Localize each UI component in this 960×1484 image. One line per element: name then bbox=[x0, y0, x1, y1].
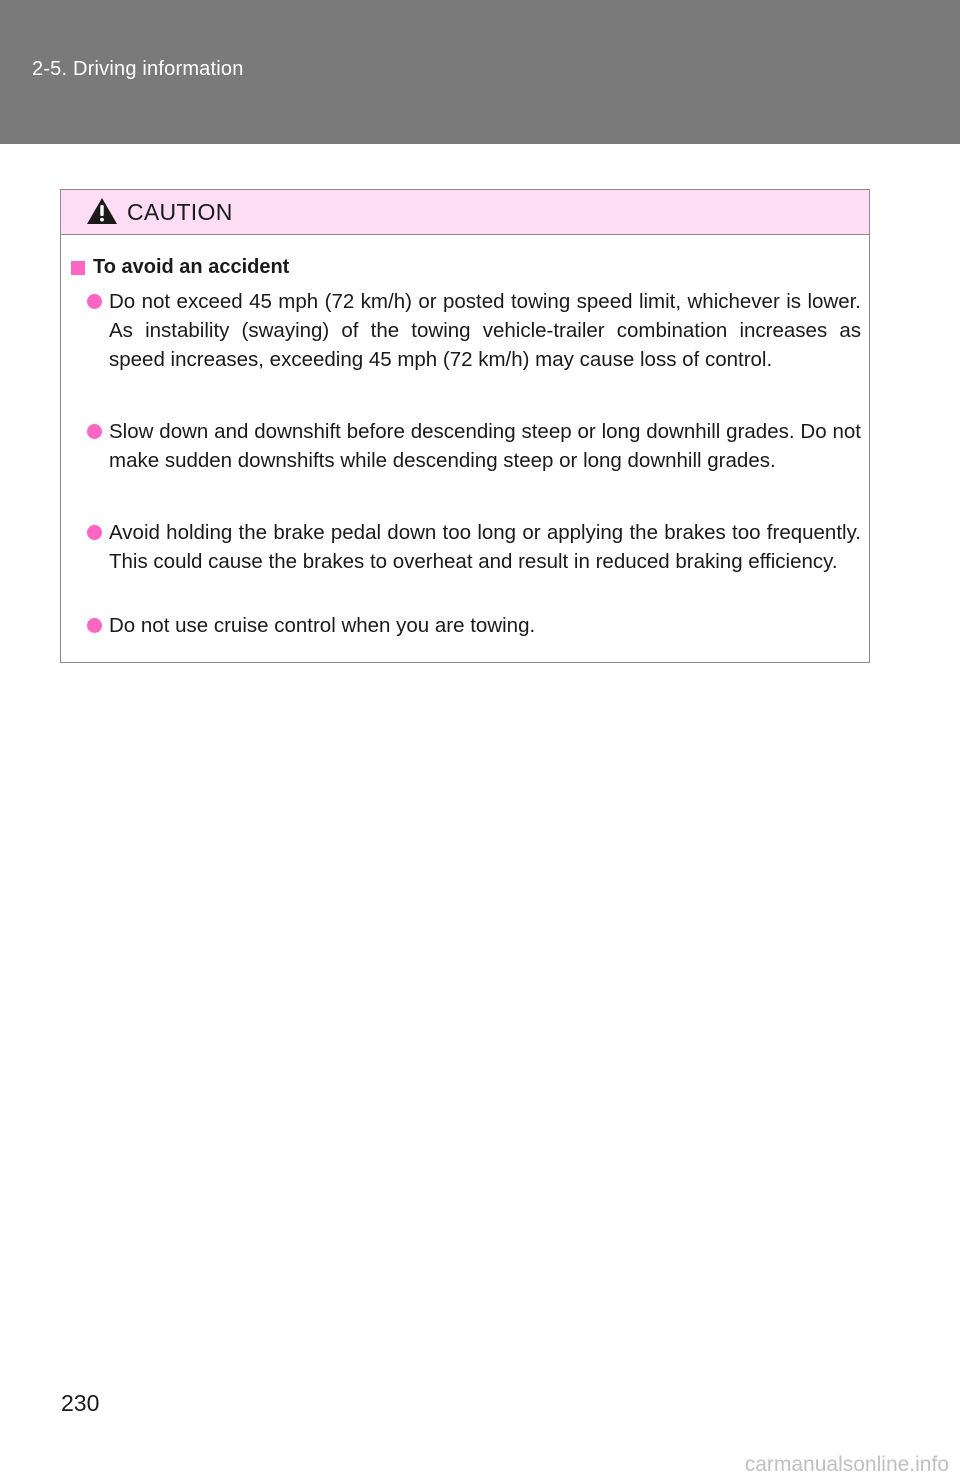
bullet-item bbox=[87, 287, 861, 374]
caution-header bbox=[61, 190, 869, 235]
header-band bbox=[0, 0, 960, 144]
bullet-item bbox=[87, 417, 861, 475]
bullet-item bbox=[87, 518, 861, 576]
bullet-item bbox=[87, 611, 861, 640]
bullet-dot-icon bbox=[87, 424, 102, 439]
warning-triangle-icon bbox=[86, 197, 118, 225]
page-number: 230 bbox=[61, 1390, 100, 1416]
section-label: 2-5. Driving information bbox=[32, 58, 244, 80]
bullet-text: Do not exceed 45 mph (72 km/h) or posted towing speed limit, whichever is lower. As instability (swaying) of the towing vehicle-trailer combination increases as speed increases, exceeding 45 mph (72 km/h) may cause loss of control. bbox=[109, 290, 861, 371]
caution-box bbox=[60, 189, 870, 663]
caution-subhead bbox=[71, 256, 289, 279]
bullet-dot-icon bbox=[87, 618, 102, 633]
bullet-text: Slow down and downshift before descending steep or long downhill grades. Do not make sudden downshifts while descending steep or long downhill grades. bbox=[109, 420, 861, 472]
caution-subhead-text: To avoid an accident bbox=[93, 256, 290, 278]
caution-title: CAUTION bbox=[127, 199, 233, 225]
watermark[interactable]: carmanualsonline.info bbox=[744, 1453, 949, 1476]
square-icon bbox=[71, 261, 85, 275]
bullet-text: Avoid holding the brake pedal down too long or applying the brakes too frequently. This could cause the brakes to overheat and result in reduced braking efficiency. bbox=[109, 521, 861, 573]
bullet-text: Do not use cruise control when you are towing. bbox=[109, 614, 536, 637]
bullet-dot-icon bbox=[87, 525, 102, 540]
bullet-dot-icon bbox=[87, 294, 102, 309]
